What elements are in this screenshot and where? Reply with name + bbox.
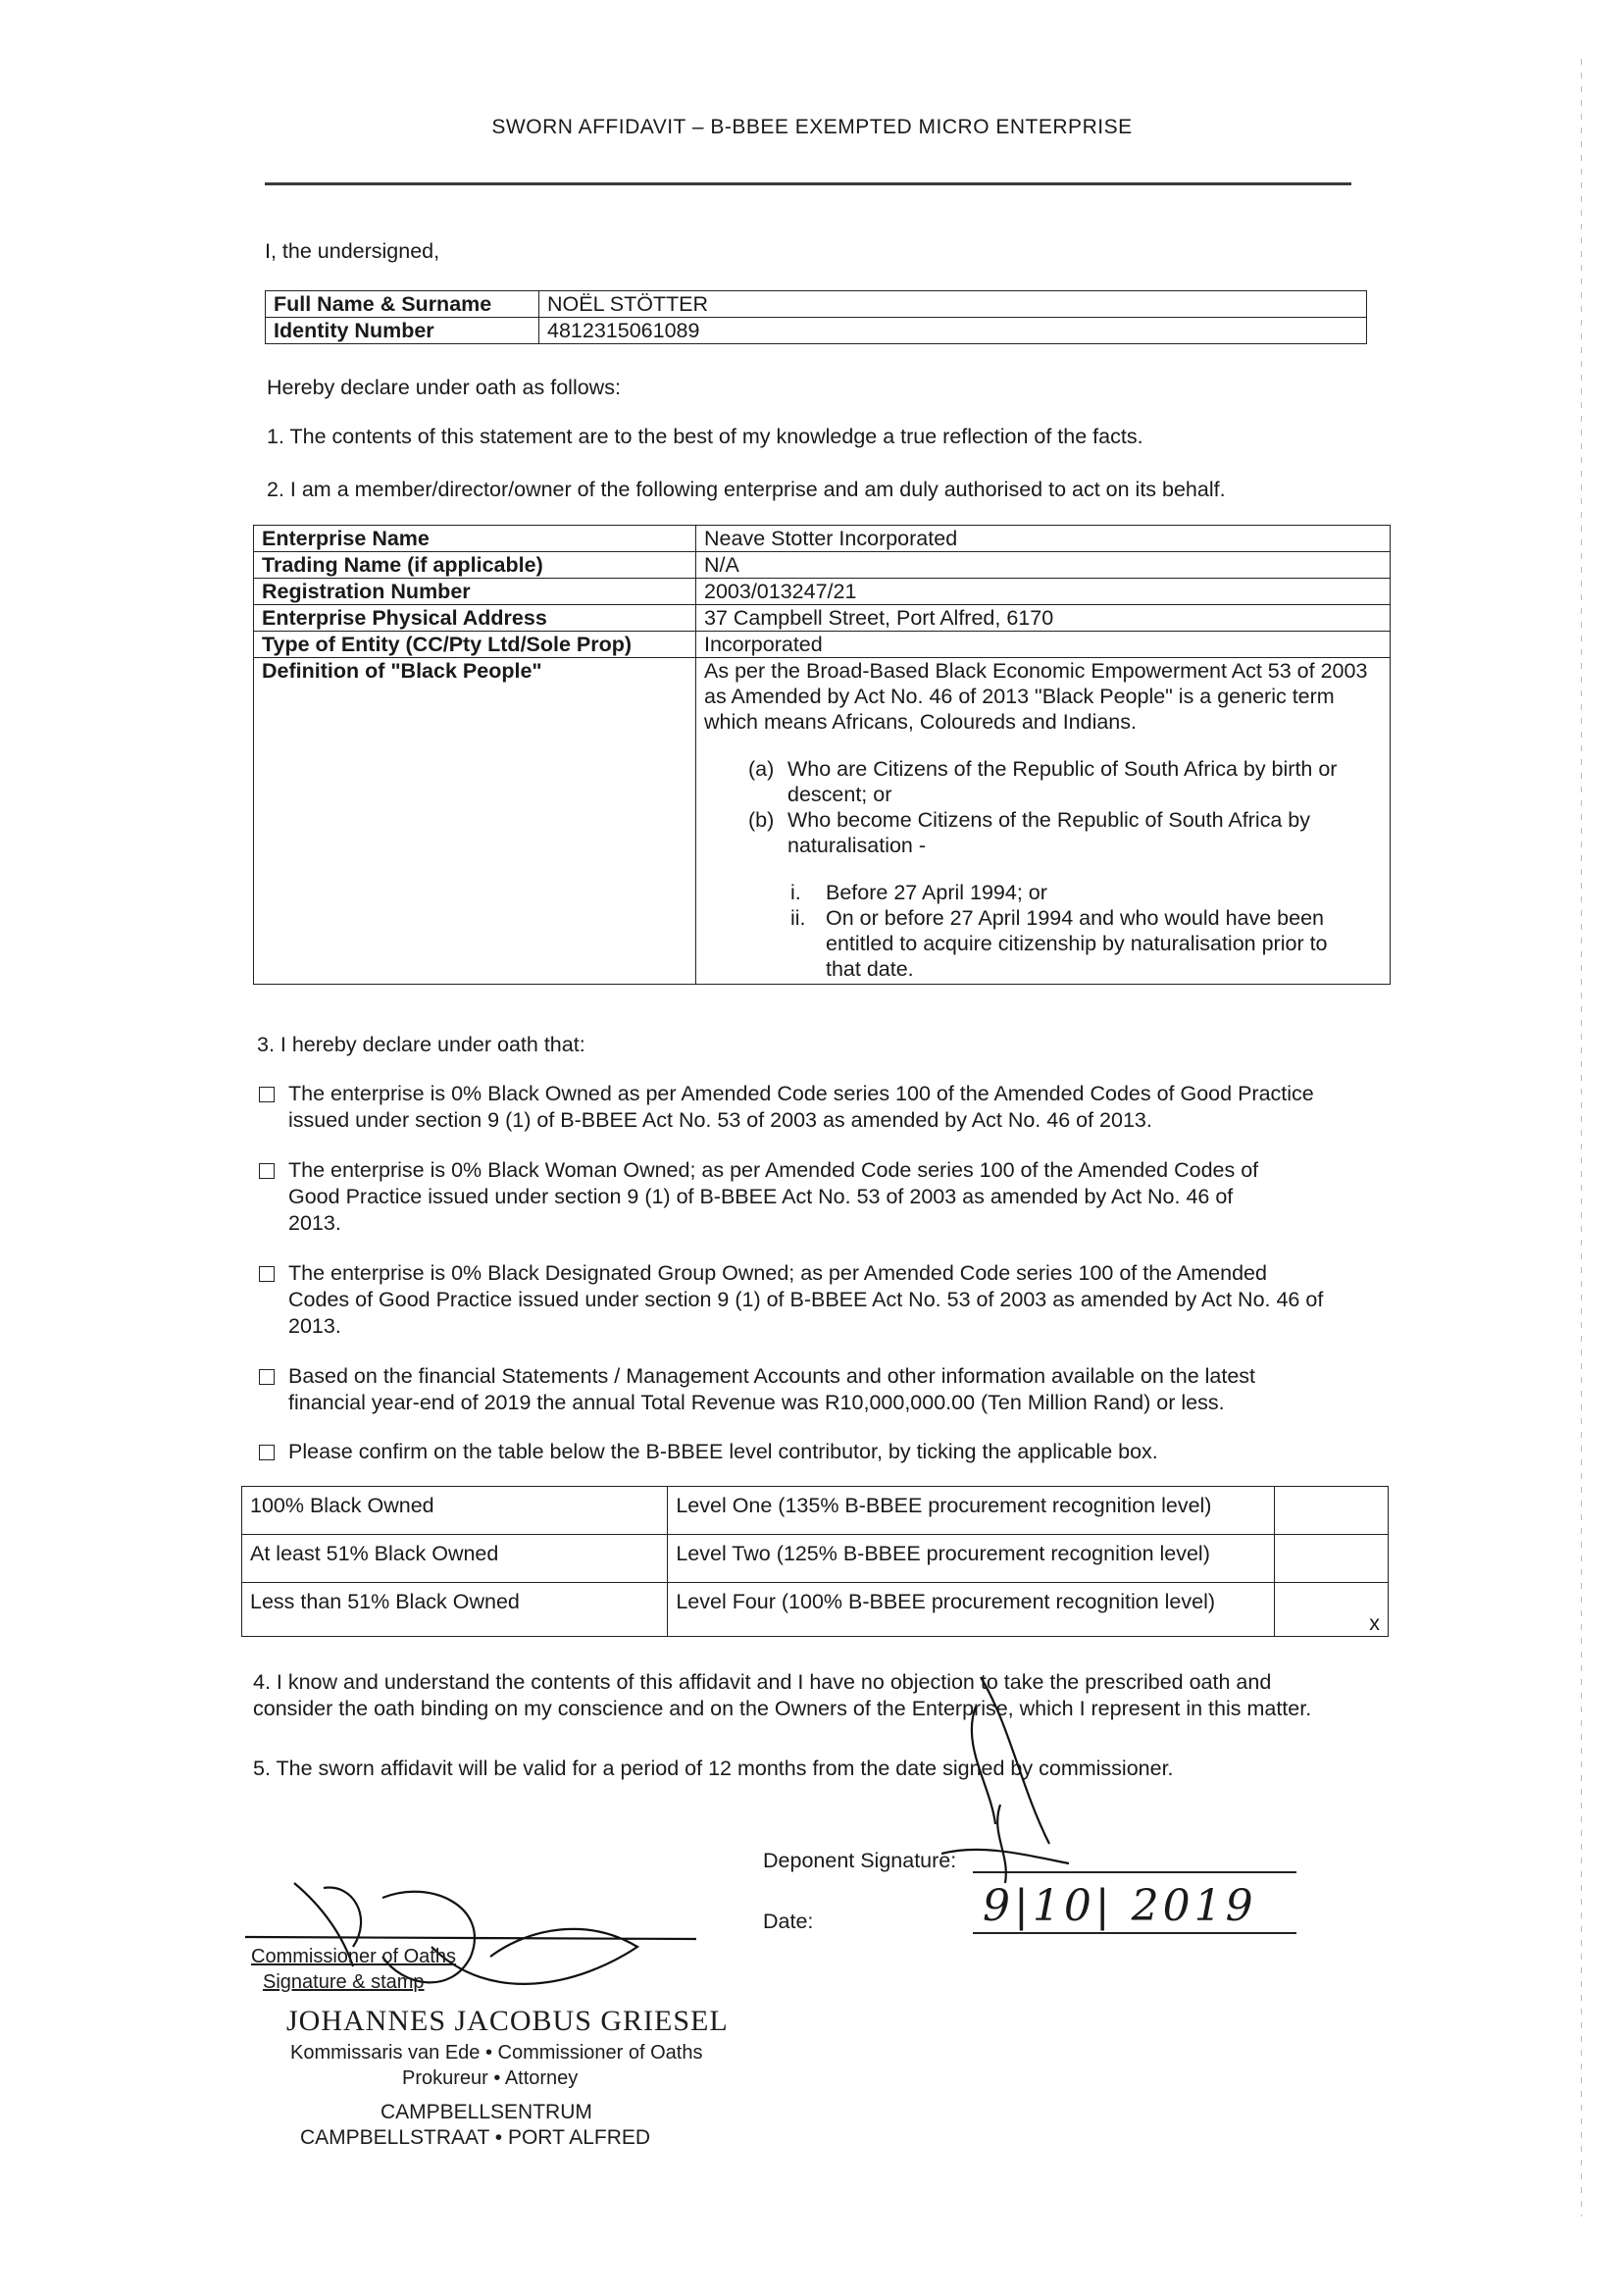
- bullet-text: The enterprise is 0% Black Designated Group Owned; as per Amended Code series 100 of the Amended Codes of Good Practice issued under section 9 (1) of B-BBEE Act No. 53 of 2003 as amended by Act No. 46 of 2013.: [288, 1261, 1324, 1338]
- table-row: [266, 291, 1367, 318]
- date-line: [973, 1932, 1296, 1934]
- table-row: [266, 318, 1367, 344]
- checkbox[interactable]: [259, 1163, 275, 1179]
- tick-cell[interactable]: x: [1274, 1583, 1388, 1637]
- ownership-cell: Less than 51% Black Owned: [242, 1583, 668, 1637]
- list-item: [790, 905, 1382, 982]
- deponent-value: NOËL STÖTTER: [539, 291, 1367, 318]
- commissioner-label: Commissioner of Oaths: [251, 1946, 456, 1967]
- enterprise-label: Trading Name (if applicable): [254, 552, 696, 579]
- enterprise-value: 2003/013247/21: [696, 579, 1391, 605]
- list-item: [748, 807, 1382, 858]
- stamp-line-4: CAMPBELLSTRAAT • PORT ALFRED: [300, 2126, 651, 2149]
- list-marker: (a): [748, 757, 775, 781]
- item-5: 5. The sworn affidavit will be valid for a period of 12 months from the date signed by commissioner.: [253, 1757, 1174, 1780]
- table-row: [254, 526, 1391, 552]
- bullet-text: Please confirm on the table below the B-BBEE level contributor, by ticking the applicable box.: [288, 1440, 1158, 1463]
- stamp-name: JOHANNES JACOBUS GRIESEL: [286, 2005, 729, 2037]
- declaration-bullet: [259, 1363, 1328, 1416]
- list-text: On or before 27 April 1994 and who would have been entitled to acquire citizenship by naturalisation prior to that date.: [826, 906, 1328, 981]
- checkbox[interactable]: [259, 1266, 275, 1282]
- list-item: [790, 880, 1382, 905]
- bullet-text: The enterprise is 0% Black Owned as per Amended Code series 100 of the Amended Codes of Good Practice issued under section 9 (1) of B-BBEE Act No. 53 of 2003 as amended by Act No. 46 of 2013.: [288, 1082, 1314, 1132]
- tick-cell[interactable]: [1274, 1487, 1388, 1535]
- list-text: Who are Citizens of the Republic of South Africa by birth or descent; or: [787, 757, 1338, 806]
- deponent-signature-label: Deponent Signature:: [763, 1849, 957, 1872]
- bullet-text: The enterprise is 0% Black Woman Owned; as per Amended Code series 100 of the Amended Codes of Good Practice issued under section 9 (1) of B-BBEE Act No. 53 of 2003 as amended by Act No. 46 of 2013.: [288, 1158, 1259, 1235]
- table-row: [242, 1583, 1389, 1637]
- ownership-cell: At least 51% Black Owned: [242, 1535, 668, 1583]
- declaration-bullet: [259, 1081, 1318, 1134]
- table-row: [242, 1487, 1389, 1535]
- definition-list-ab: [704, 756, 1382, 858]
- declaration-bullet: [259, 1157, 1318, 1237]
- deponent-label: Identity Number: [266, 318, 539, 344]
- enterprise-label: Enterprise Physical Address: [254, 605, 696, 632]
- list-text: Who become Citizens of the Republic of South Africa by naturalisation -: [787, 808, 1310, 857]
- declaration-bullet: [259, 1439, 1338, 1465]
- deponent-label: Full Name & Surname: [266, 291, 539, 318]
- level-cell: Level Four (100% B-BBEE procurement recognition level): [668, 1583, 1274, 1637]
- document-title: SWORN AFFIDAVIT – B-BBEE EXEMPTED MICRO ENTERPRISE: [491, 116, 1133, 138]
- level-cell: Level One (135% B-BBEE procurement recognition level): [668, 1487, 1274, 1535]
- ownership-cell: 100% Black Owned: [242, 1487, 668, 1535]
- signature-stamp-label: Signature & stamp: [263, 1971, 425, 1993]
- table-row: [254, 552, 1391, 579]
- title-rule: [265, 182, 1351, 185]
- level-cell: Level Two (125% B-BBEE procurement recognition level): [668, 1535, 1274, 1583]
- enterprise-value: 37 Campbell Street, Port Alfred, 6170: [696, 605, 1391, 632]
- stamp-line-1: Kommissaris van Ede • Commissioner of Oaths: [290, 2042, 703, 2064]
- enterprise-value: Incorporated: [696, 632, 1391, 658]
- date-label: Date:: [763, 1910, 814, 1933]
- enterprise-table: [253, 525, 1391, 985]
- handwritten-date: 9|10| 2019: [983, 1881, 1257, 1931]
- table-row: [254, 605, 1391, 632]
- table-row: [254, 632, 1391, 658]
- tick-cell[interactable]: [1274, 1535, 1388, 1583]
- intro-text: I, the undersigned,: [265, 239, 440, 263]
- list-item: [748, 756, 1382, 807]
- definition-label: Definition of "Black People": [254, 658, 696, 985]
- deponent-value: 4812315061089: [539, 318, 1367, 344]
- bullet-text: Based on the financial Statements / Management Accounts and other information available on the latest financial year-end of 2019 the annual Total Revenue was R10,000,000.00 (Ten Million Rand) or less.: [288, 1364, 1256, 1414]
- list-marker: ii.: [790, 906, 806, 930]
- enterprise-label: Enterprise Name: [254, 526, 696, 552]
- enterprise-label: Registration Number: [254, 579, 696, 605]
- definition-list-roman: [704, 880, 1382, 982]
- table-row: [254, 579, 1391, 605]
- table-row: [254, 658, 1391, 985]
- declaration-bullet: [259, 1260, 1328, 1340]
- level-table: [241, 1486, 1389, 1637]
- item-1: 1. The contents of this statement are to the best of my knowledge a true reflection of the facts.: [267, 425, 1143, 448]
- stamp-line-3: CAMPBELLSENTRUM: [381, 2101, 592, 2123]
- scan-edge-artifact: [1581, 59, 1582, 2217]
- table-row: [242, 1535, 1389, 1583]
- item-4: 4. I know and understand the contents of this affidavit and I have no objection to take the prescribed oath and consider the oath binding on my conscience and on the Owners of the Enterprise, which I represent in this matter.: [253, 1670, 1312, 1720]
- list-text: Before 27 April 1994; or: [826, 881, 1047, 904]
- item-2: 2. I am a member/director/owner of the following enterprise and am duly authorised to act on its behalf.: [267, 478, 1226, 501]
- list-marker: i.: [790, 881, 801, 904]
- deponent-signature: [922, 1667, 1079, 1893]
- deponent-table: [265, 290, 1367, 344]
- declare-text: Hereby declare under oath as follows:: [267, 376, 621, 399]
- stamp-line-2: Prokureur • Attorney: [402, 2067, 579, 2089]
- definition-cell: [696, 658, 1391, 985]
- enterprise-value: N/A: [696, 552, 1391, 579]
- checkbox[interactable]: [259, 1445, 275, 1460]
- checkbox[interactable]: [259, 1087, 275, 1102]
- definition-text: As per the Broad-Based Black Economic Empowerment Act 53 of 2003 as Amended by Act No. 46 of 2013 "Black People" is a generic term which means Africans, Coloureds and Indians.: [704, 659, 1368, 734]
- list-marker: (b): [748, 808, 775, 832]
- checkbox[interactable]: [259, 1369, 275, 1385]
- enterprise-label: Type of Entity (CC/Pty Ltd/Sole Prop): [254, 632, 696, 658]
- item-3: 3. I hereby declare under oath that:: [257, 1033, 585, 1056]
- enterprise-value: Neave Stotter Incorporated: [696, 526, 1391, 552]
